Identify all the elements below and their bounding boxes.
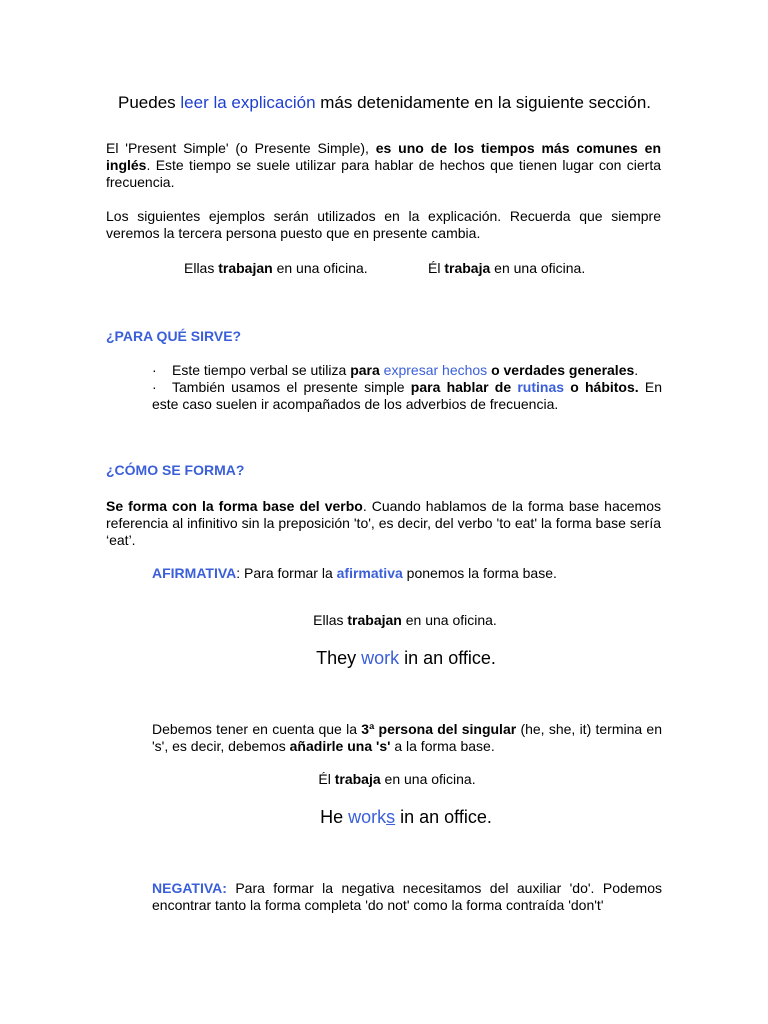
ex-el-t1: Él — [318, 771, 335, 787]
ex-el-verb: trabaja — [334, 771, 381, 787]
ex-he-t1: He — [320, 807, 349, 827]
bullet: · — [152, 379, 157, 395]
ex-they-verb: work — [361, 648, 400, 668]
item2-text: También usamos el presente simple — [172, 379, 411, 395]
ex-ellas-t2: en una oficina. — [401, 612, 497, 628]
item2-bold: para hablar de — [410, 379, 518, 395]
item2-highlight: rutinas — [517, 379, 565, 395]
example-el-t2: en una oficina. — [490, 260, 586, 276]
negativa-paragraph — [152, 880, 662, 914]
para1-text-end: . Este tiempo se suele utilizar para hablar de hechos que tienen lugar con cierta frecuencia. — [106, 157, 661, 190]
negativa-text: Para formar la negativa necesitamos del auxiliar 'do'. Podemos encontrar tanto la forma completa 'do not' como la forma contraída 'don't' — [152, 880, 662, 913]
heading-como-se-forma: ¿CÓMO SE FORMA? — [106, 462, 245, 478]
ex-he-t2: in an office. — [395, 807, 492, 827]
bullet: · — [152, 362, 157, 378]
ex-they-t1: They — [316, 648, 362, 668]
list-item — [152, 379, 662, 413]
afirmativa-highlight: afirmativa — [336, 565, 403, 581]
ex-ellas-verb: trabajan — [347, 612, 402, 628]
ex-he-verb-s: s — [386, 807, 396, 827]
ex-they-t2: in an office. — [399, 648, 496, 668]
negativa-label: NEGATIVA: — [152, 880, 227, 896]
example-they-english — [0, 648, 768, 669]
intro-paragraph — [106, 140, 661, 191]
example-ellas-t2: en una oficina. — [272, 260, 368, 276]
example-ellas-t1: Ellas — [184, 260, 219, 276]
tp-text2: (he, she, it) termina en 's', es decir, debemos — [152, 721, 663, 754]
example-he-english — [0, 807, 768, 828]
formation-text: . Cuando hablamos de la forma base hacemos referencia al infinitivo sin la preposición 'to', es decir, del verbo 'to eat' la forma base sería ‘eat’. — [106, 498, 661, 548]
afirmativa-text: : Para formar la — [236, 565, 337, 581]
ex-el-t2: en una oficina. — [380, 771, 476, 787]
example-el — [428, 260, 585, 277]
tp-text1: Debemos tener en cuenta que la — [152, 721, 362, 737]
item1-bold2: o verdades generales — [487, 362, 635, 378]
example-el-spanish — [0, 771, 768, 788]
item1-highlight: expresar hechos — [383, 362, 488, 378]
ex-ellas-t1: Ellas — [313, 612, 348, 628]
tp-bold2: añadirle una 's' — [289, 738, 391, 754]
formation-paragraph — [106, 498, 661, 549]
item2-end: En este caso suelen ir acompañados de los adverbios de frecuencia. — [152, 379, 663, 412]
tp-bold1: 3ª persona del singular — [361, 721, 517, 737]
item1-text: Este tiempo verbal se utiliza — [172, 362, 351, 378]
item1-end: . — [634, 362, 639, 378]
example-ellas-verb: trabajan — [218, 260, 273, 276]
example-ellas-spanish — [0, 612, 768, 629]
para1-bold: es uno de los tiempos más comunes en inglés — [106, 140, 661, 173]
intro-suffix: más detenidamente en la siguiente sección. — [315, 93, 652, 112]
intro-prefix: Puedes — [118, 93, 181, 112]
ex-he-verb: work — [348, 807, 387, 827]
item2-bold2: o hábitos. — [564, 379, 639, 395]
heading-para-que-sirve: ¿PARA QUÉ SIRVE? — [106, 328, 242, 344]
explanation-link[interactable]: leer la explicación — [180, 93, 316, 112]
para1-text: El 'Present Simple' (o Presente Simple), — [106, 140, 376, 156]
example-ellas — [184, 260, 368, 277]
item1-bold: para — [350, 362, 384, 378]
afirmativa-text-end: ponemos la forma base. — [402, 565, 557, 581]
formation-bold: Se forma con la forma base del verbo — [106, 498, 363, 514]
afirmativa-line — [152, 565, 557, 582]
tp-text3: a la forma base. — [390, 738, 495, 754]
intro-line — [118, 93, 678, 113]
example-el-verb: trabaja — [444, 260, 491, 276]
afirmativa-label: AFIRMATIVA — [152, 565, 237, 581]
third-person-paragraph — [152, 721, 662, 755]
list-item — [152, 362, 662, 379]
example-el-t1: Él — [428, 260, 445, 276]
examples-paragraph: Los siguientes ejemplos serán utilizados en la explicación. Recuerda que siempre veremos la tercera persona puesto que en presente cambia. — [106, 208, 661, 241]
